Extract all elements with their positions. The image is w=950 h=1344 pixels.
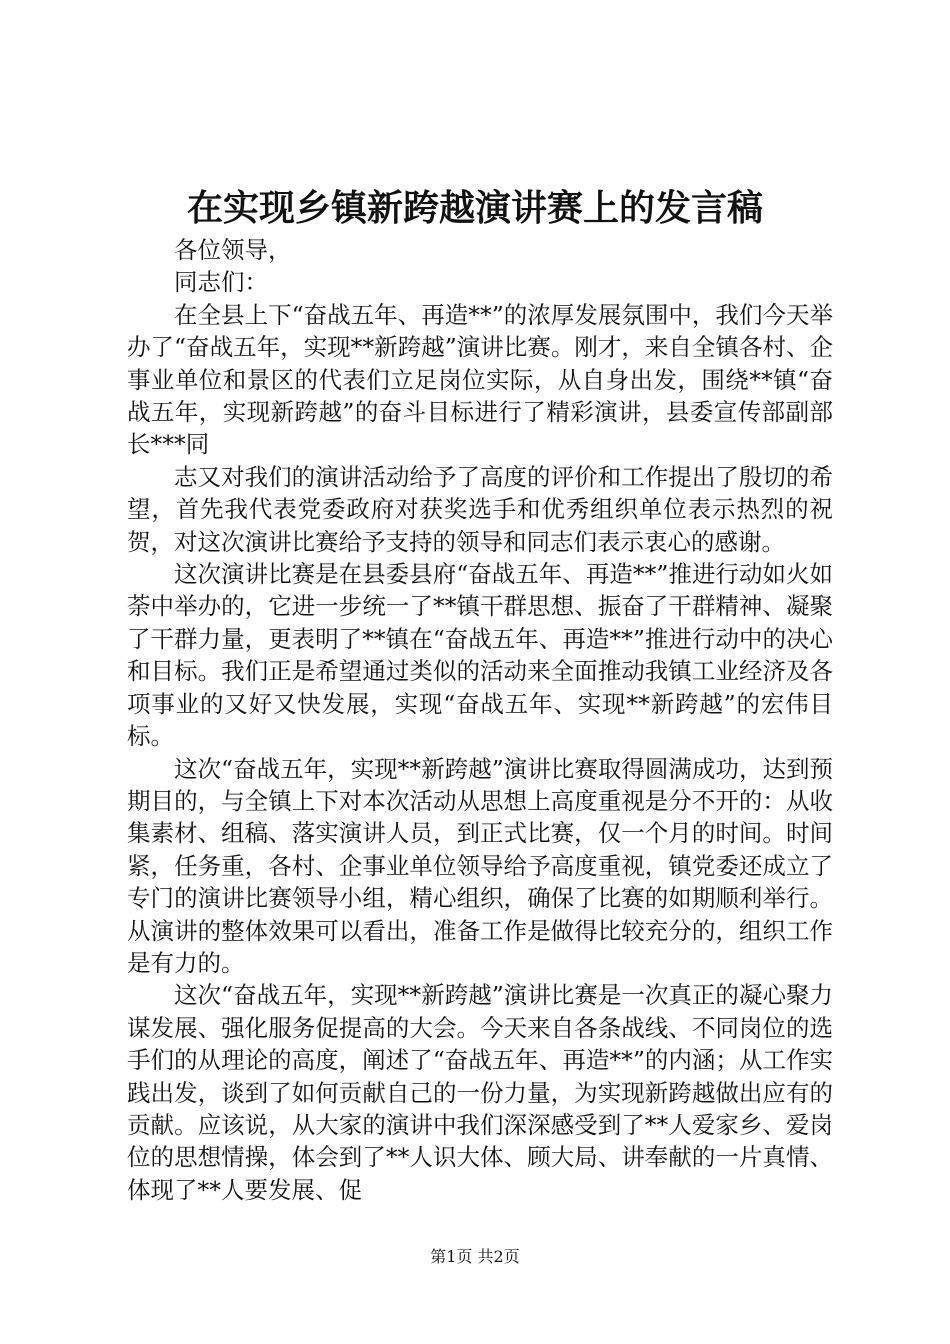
paragraph: 这次“奋战五年，实现**新跨越”演讲比赛取得圆满成功，达到预期目的，与全镇上下对本次活动从思想上高度重视是分不开的：从收集素材、组稿、落实演讲人员，到正式比赛，仅一个月的时间。时间紧，任务重，各村、企事业单位领导给予高度重视，镇党委还成立了专门的演讲比赛领导小组，精心组织，确保了比赛的如期顺利举行。从演讲的整体效果可以看出，准备工作是做得比较充分的，组织工作是有力的。 xyxy=(127,754,833,977)
page-number-footer: 第1页 共2页 xyxy=(430,1247,520,1266)
salutation-comrades: 同志们： xyxy=(174,268,268,297)
document-body xyxy=(127,234,833,1206)
paragraph: 志又对我们的演讲活动给予了高度的评价和工作提出了殷切的希望，首先我代表党委政府对获奖选手和优秀组织单位表示热烈的祝贺，对这次演讲比赛给予支持的领导和同志们表示衷心的感谢。 xyxy=(127,462,833,556)
paragraph: 这次“奋战五年，实现**新跨越”演讲比赛是一次真正的凝心聚力谋发展、强化服务促提高的大会。今天来自各条战线、不同岗位的选手们的从理论的高度，阐述了“奋战五年、再造**”的内涵；从工作实践出发，谈到了如何贡献自己的一份力量，为实现新跨越做出应有的贡献。应该说，从大家的演讲中我们深深感受到了**人爱家乡、爱岗位的思想情操，体会到了**人识大体、顾大局、讲奉献的一片真情、体现了**人要发展、促 xyxy=(127,981,833,1204)
salutation-leaders: 各位领导， xyxy=(174,236,292,264)
document-title: 在实现乡镇新跨越演讲赛上的发言稿 xyxy=(186,187,763,229)
paragraph: 这次演讲比赛是在县委县府“奋战五年、再造**”推进行动如火如荼中举办的，它进一步统一了**镇干群思想、振奋了干群精神、凝聚了干群力量，更表明了**镇在“奋战五年、再造**”推进行动中的决心和目标。我们正是希望通过类似的活动来全面推动我镇工业经济及各项事业的又好又快发展，实现“奋战五年、实现**新跨越”的宏伟目标。 xyxy=(127,560,833,751)
paragraph: 在全县上下“奋战五年、再造**”的浓厚发展氛围中，我们今天举办了“奋战五年，实现**新跨越”演讲比赛。刚才，来自全镇各村、企事业单位和景区的代表们立足岗位实际，从自身出发，围绕**镇“奋战五年，实现新跨越”的奋斗目标进行了精彩演讲，县委宣传部副部长***同 xyxy=(127,300,833,459)
